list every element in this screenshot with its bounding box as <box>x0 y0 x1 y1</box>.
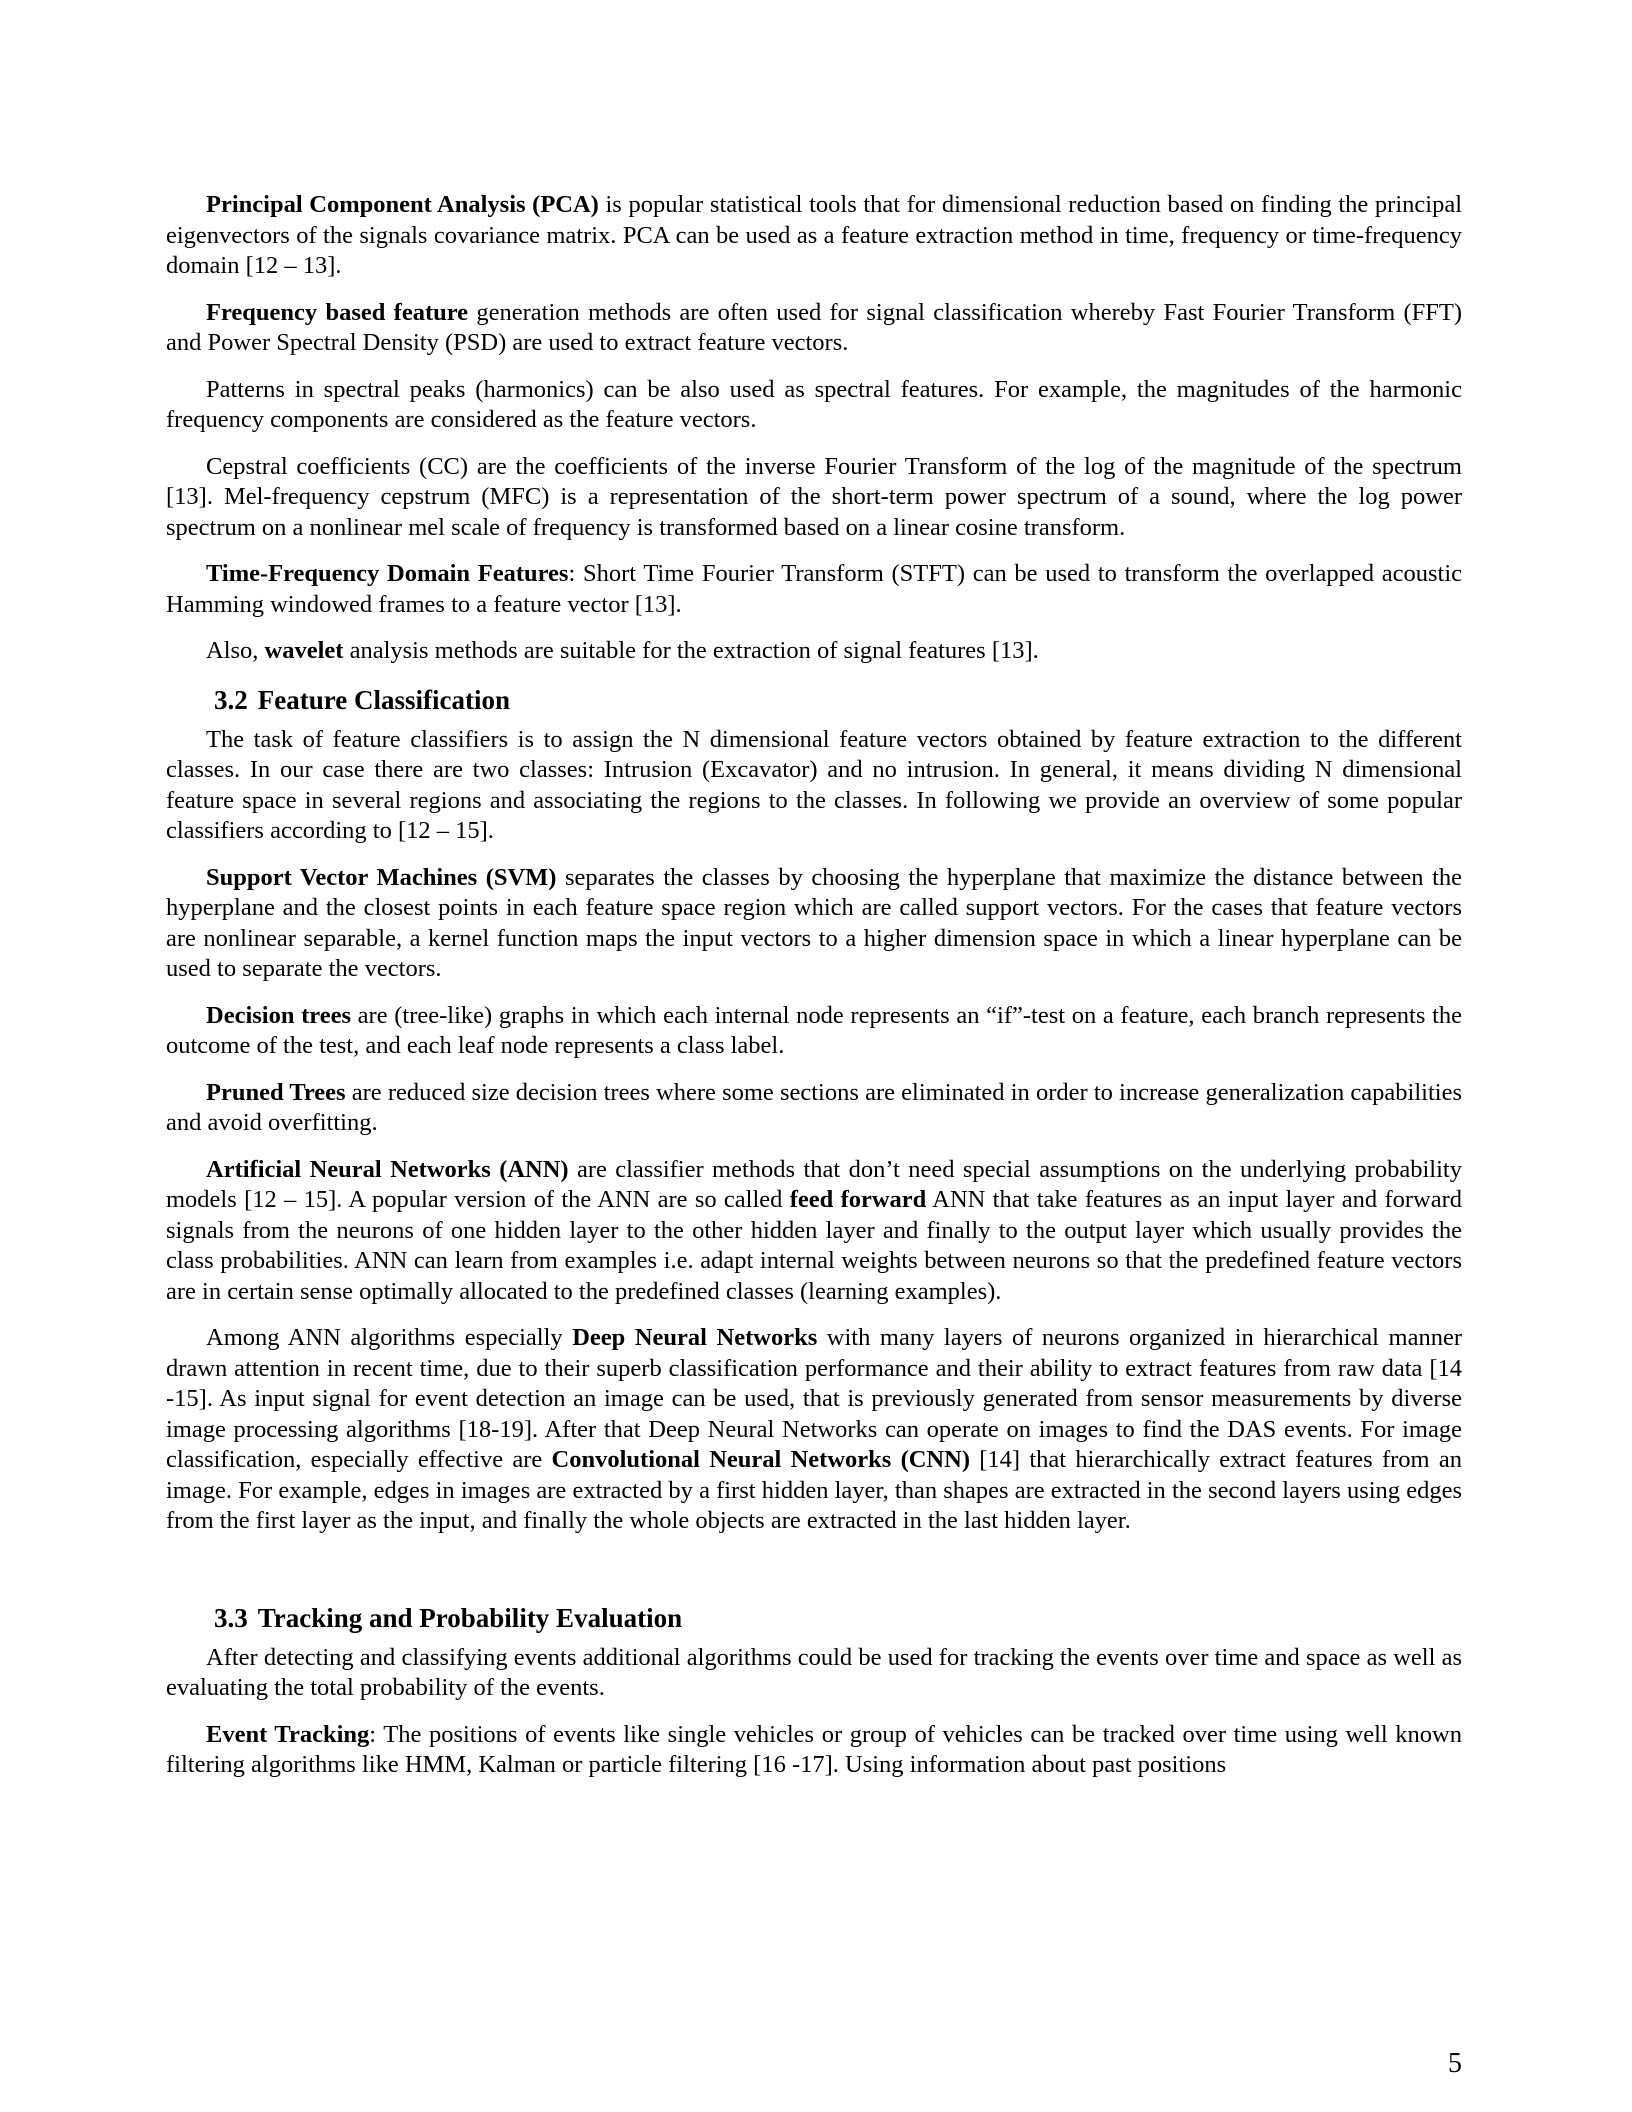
bold-term: Support Vector Machines (SVM) <box>206 863 557 891</box>
bold-term: Decision trees <box>206 1001 352 1029</box>
text-run: : Short Time Fourier Transform (STFT) can be used to transform the overlapped acoustic Hamming windowed frames to a feature vector [13]. <box>166 560 1462 618</box>
text-run: Also, <box>206 637 265 664</box>
bold-term: feed forward <box>789 1186 927 1213</box>
text-run: ANN that take features as an input layer and forward signals from the neurons of one hidden layer to the other hidden layer and finally to the output layer which usually provides the class probabilities. ANN can learn from examples i.e. adapt internal weights between neurons so that the predefined feature vectors are in certain sense optimally allocated to the predefined classes (learning examples). <box>166 1186 1462 1305</box>
bold-term: Frequency based feature <box>206 298 469 326</box>
section-heading-3-2 <box>166 683 1462 717</box>
page-body <box>166 190 1462 1797</box>
text-run: analysis methods are suitable for the extraction of signal features [13]. <box>343 637 1039 664</box>
text-run: The task of feature classifiers is to assign the N dimensional feature vectors obtained by feature extraction to the different classes. In our case there are two classes: Intrusion (Excavator) and no intrusion. In general, it means dividing N dimensional feature space in several regions and associating the regions to the classes. In following we provide an overview of some popular classifiers according to [12 – 15]. <box>166 725 1462 844</box>
bold-term: Principal Component Analysis (PCA) <box>206 191 599 218</box>
bold-term: wavelet <box>264 637 344 664</box>
body-paragraph <box>166 190 1462 282</box>
paragraph-group-feature-classification <box>166 725 1462 1537</box>
text-run: are reduced size decision trees where some sections are eliminated in order to increase generalization capabilities and avoid overfitting. <box>166 1078 1462 1136</box>
body-paragraph <box>166 1720 1462 1781</box>
body-paragraph <box>166 725 1462 847</box>
body-paragraph <box>166 1001 1462 1062</box>
body-paragraph <box>166 1078 1462 1139</box>
text-run: Patterns in spectral peaks (harmonics) can be also used as spectral features. For example, the magnitudes of the harmonic frequency components are considered as the feature vectors. <box>166 375 1462 433</box>
body-paragraph <box>166 559 1462 620</box>
body-paragraph <box>166 1155 1462 1308</box>
bold-term: Time-Frequency Domain Features <box>206 560 569 587</box>
text-run: are classifier methods that don’t need special assumptions on the underlying probability models [12 – 15]. A popular version of the ANN are so called <box>166 1155 1462 1213</box>
body-paragraph <box>166 863 1462 985</box>
section-title: Tracking and Probability Evaluation <box>257 1602 683 1633</box>
bold-term: Event Tracking <box>206 1720 370 1748</box>
section-heading-3-3 <box>166 1601 1462 1635</box>
text-run: Cepstral coefficients (CC) are the coefficients of the inverse Fourier Transform of the log of the magnitude of the spectrum [13]. Mel-frequency cepstrum (MFC) is a representation of the short-term power spectrum of a sound, where the log power spectrum on a nonlinear mel scale of frequency is transformed based on a linear cosine transform. <box>166 452 1462 541</box>
text-run: [14] that hierarchically extract features from an image. For example, edges in images are extracted by a first hidden layer, than shapes are extracted in the second layers using edges from the first layer as the input, and finally the whole objects are extracted in the last hidden layer. <box>166 1446 1462 1534</box>
text-run: generation methods are often used for signal classification whereby Fast Fourier Transform (FFT) and Power Spectral Density (PSD) are used to extract feature vectors. <box>166 298 1462 356</box>
text-run: After detecting and classifying events additional algorithms could be used for tracking the events over time and space as well as evaluating the total probability of the events. <box>166 1643 1462 1701</box>
section-number: 3.2 <box>214 684 248 715</box>
body-paragraph <box>166 1643 1462 1704</box>
body-paragraph <box>166 1323 1462 1537</box>
bold-term: Artificial Neural Networks (ANN) <box>206 1155 569 1183</box>
text-run: with many layers of neurons organized in hierarchical manner drawn attention in recent time, due to their superb classification performance and their ability to extract features from raw data [14 -15]. As input signal for event detection an image can be used, that is previously generated from sensor measurements by diverse image processing algorithms [18-19]. After that Deep Neural Networks can operate on images to find the DAS events. For image classification, especially effective are <box>166 1324 1462 1473</box>
paragraph-group-tracking <box>166 1643 1462 1781</box>
page-number: 5 <box>1448 2048 1462 2079</box>
section-spacer <box>166 1553 1462 1601</box>
body-paragraph <box>166 452 1462 544</box>
bold-term: Convolutional Neural Networks (CNN) <box>551 1446 970 1473</box>
text-run: Among ANN algorithms especially <box>206 1324 573 1351</box>
text-run: are (tree-like) graphs in which each internal node represents an “if”-test on a feature, each branch represents the outcome of the test, and each leaf node represents a class label. <box>166 1001 1462 1059</box>
text-run: : The positions of events like single vehicles or group of vehicles can be tracked over time using well known filtering algorithms like HMM, Kalman or particle filtering [16 -17]. Using information about past positions <box>166 1720 1462 1778</box>
bold-term: Deep Neural Networks <box>572 1324 818 1351</box>
text-run: separates the classes by choosing the hyperplane that maximize the distance between the hyperplane and the closest points in each feature space region which are called support vectors. For the cases that feature vectors are nonlinear separable, a kernel function maps the input vectors to a higher dimension space in which a linear hyperplane can be used to separate the vectors. <box>166 863 1463 982</box>
body-paragraph <box>166 636 1462 667</box>
paragraph-group-feature-extraction <box>166 190 1462 667</box>
section-title: Feature Classification <box>257 684 510 715</box>
bold-term: Pruned Trees <box>206 1078 346 1106</box>
body-paragraph <box>166 375 1462 436</box>
body-paragraph <box>166 298 1462 359</box>
text-run: is popular statistical tools that for dimensional reduction based on finding the principal eigenvectors of the signals covariance matrix. PCA can be used as a feature extraction method in time, frequency or time-frequency domain [12 – 13]. <box>166 191 1463 279</box>
section-number: 3.3 <box>214 1602 248 1633</box>
